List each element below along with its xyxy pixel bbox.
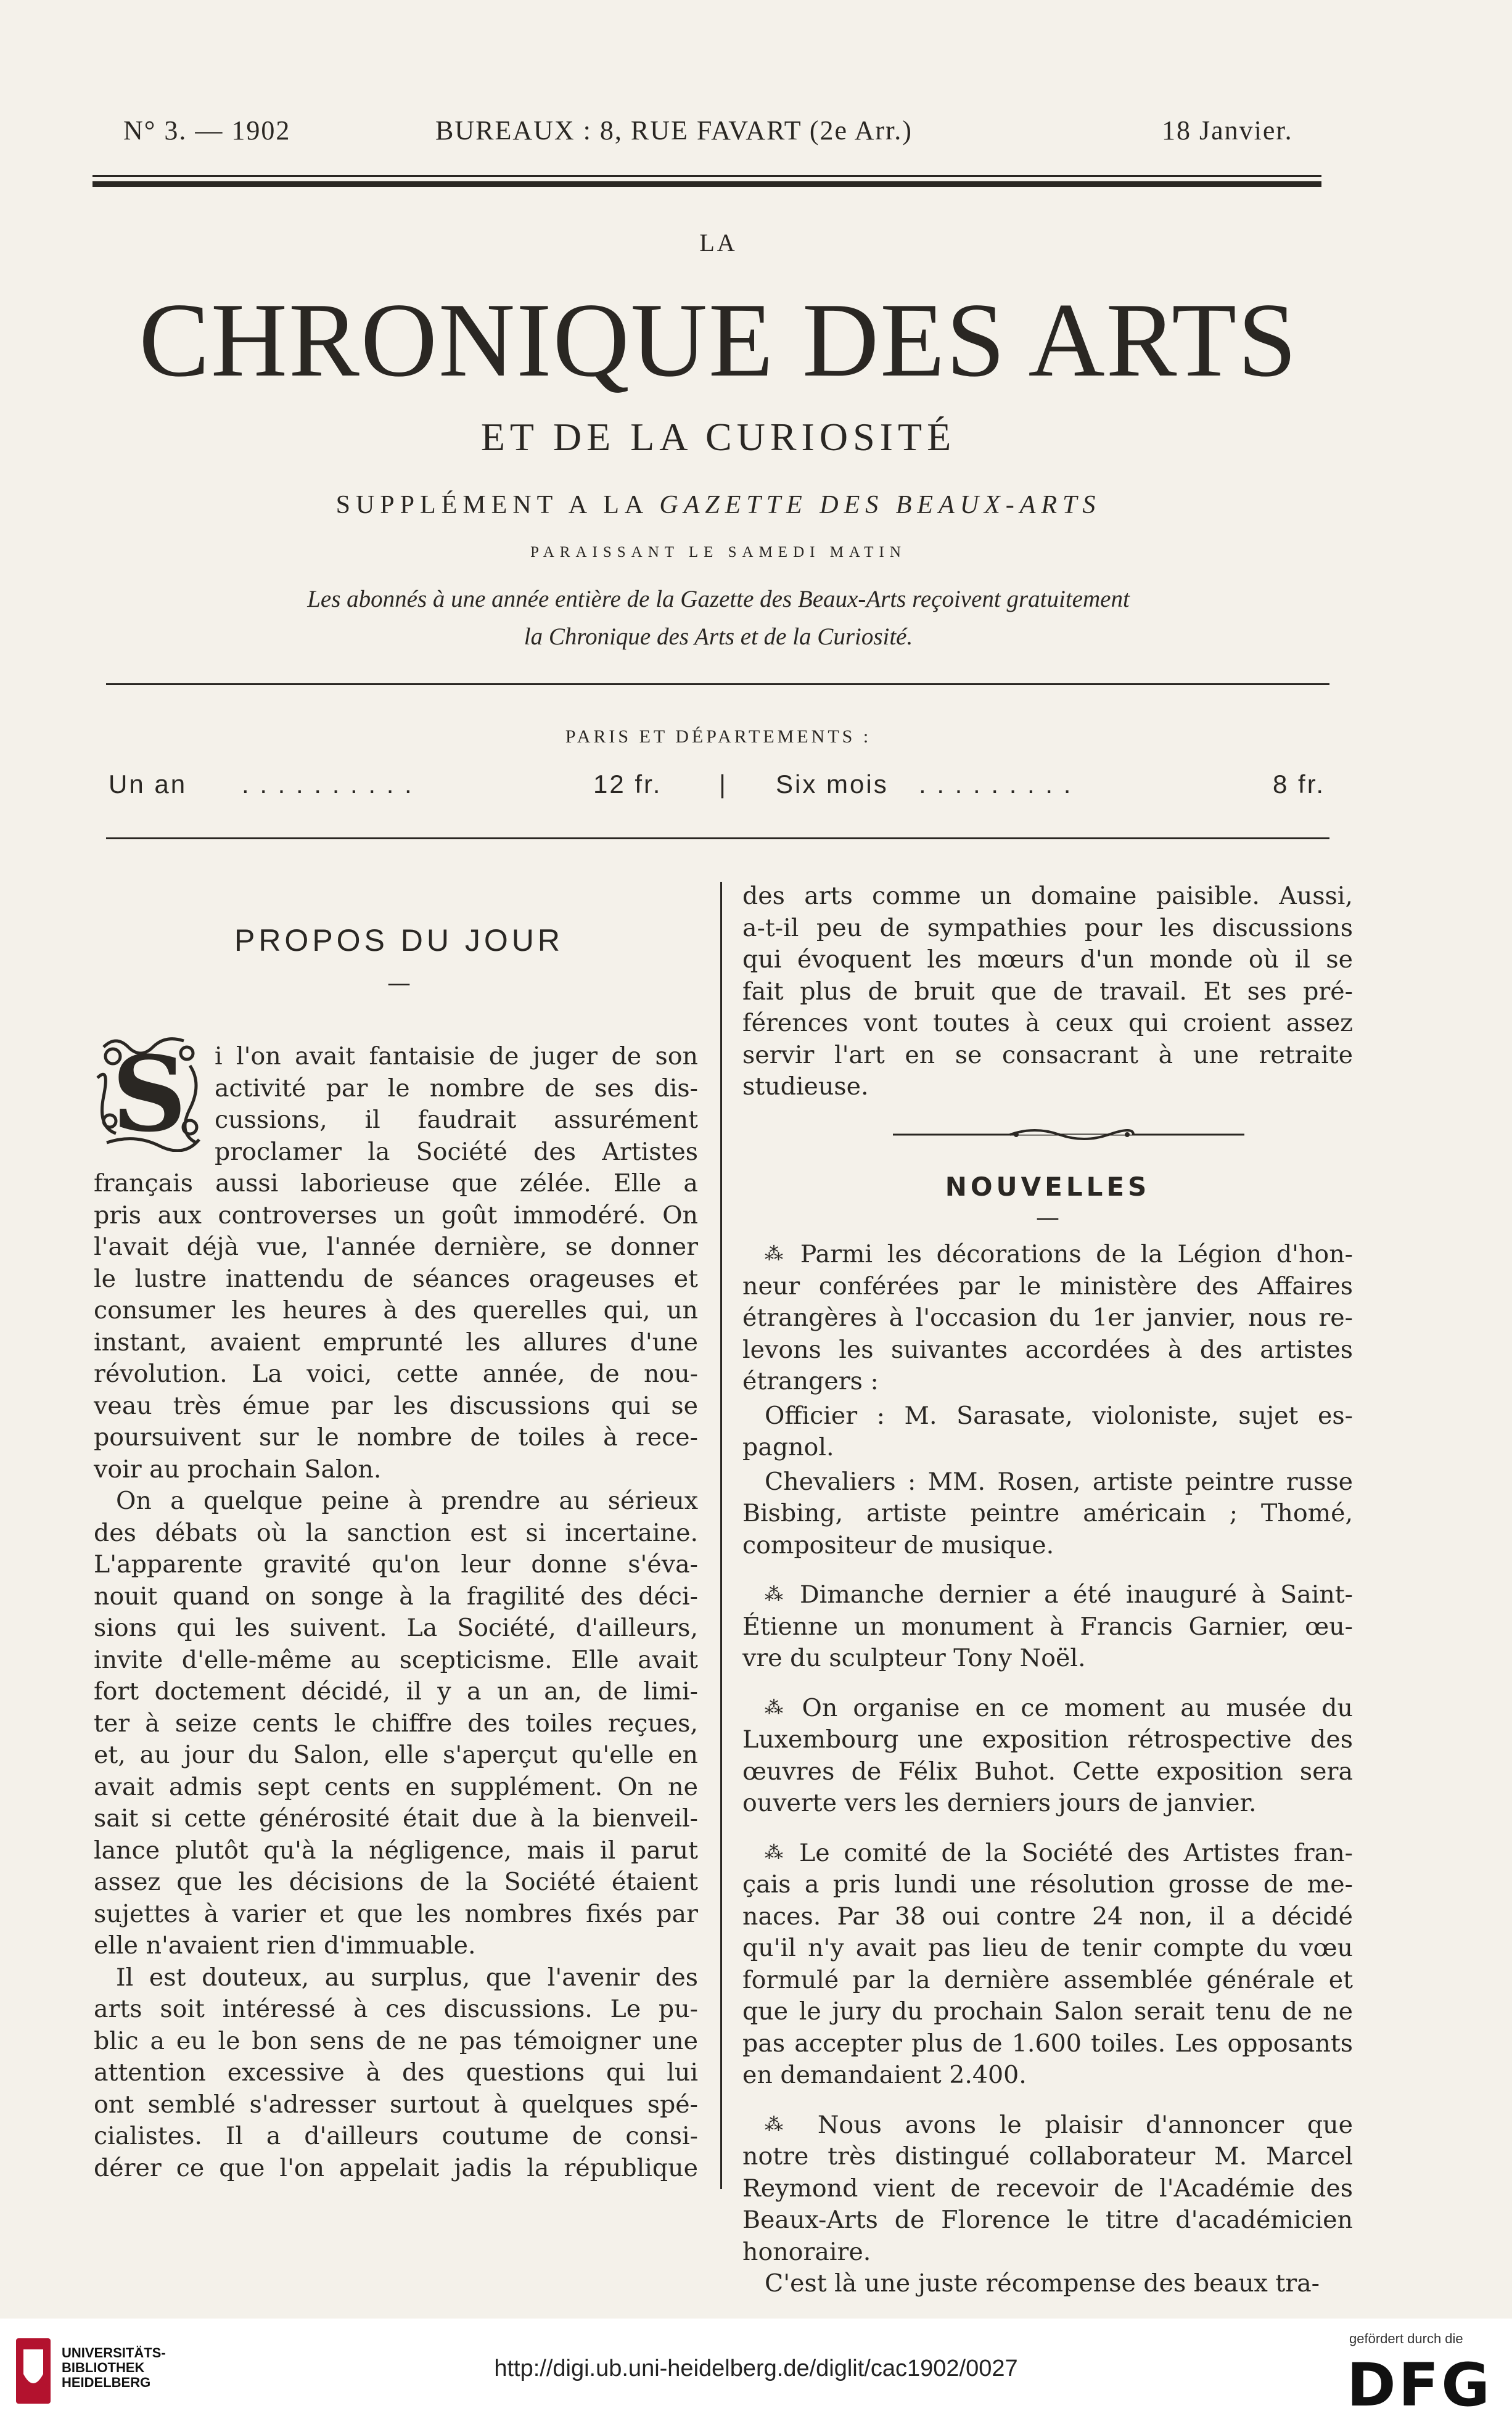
price-year-dots: . . . . . . . . . .: [242, 770, 414, 799]
newspaper-title: CHRONIQUE DES ARTS: [139, 282, 1298, 399]
text-line: français aussi laborieuse que zélée. Elle a: [94, 1169, 698, 1198]
text-line: i l'on avait fantaisie de juger de son: [215, 1042, 698, 1070]
text-line: nouit quand on songe à la fragilité des déci-: [94, 1582, 698, 1611]
text-line-content: Nous avons le plaisir d'annoncer que: [817, 2110, 1353, 2139]
text-line: C'est là une juste récompense des beaux tra-: [765, 2269, 1320, 2298]
asterism-icon: ⁂: [765, 1584, 800, 1605]
text-line: sujettes à varier et que les nombres fixés par: [94, 1899, 698, 1928]
publication-schedule: PARAISSANT LE SAMEDI MATIN: [530, 544, 906, 561]
text-line: arts soit intéressé à ces discussions. Le pu-: [94, 1995, 698, 2023]
text-line: studieuse.: [742, 1072, 869, 1101]
issue-date: 18 Janvier.: [1162, 115, 1293, 146]
text-line: et, au jour du Salon, elle s'aperçut qu'elle en: [94, 1741, 698, 1769]
text-line: vre du sculpteur Tony Noël.: [742, 1644, 1086, 1672]
text-line: compositeur de musique.: [742, 1530, 1054, 1559]
text-line: ont semblé s'adresser surtout à quelques spé-: [94, 2090, 698, 2119]
text-line: cialistes. Il a d'ailleurs coutume de consi-: [94, 2122, 698, 2150]
propos-continued: [742, 881, 1353, 1103]
subscription-text-2: la Chronique des Arts et de la Curiosité.: [524, 623, 913, 650]
text-line: [742, 2109, 1353, 2142]
text-line: On a quelque peine à prendre au sérieux: [116, 1487, 698, 1515]
text-line: qu'il n'y avait pas lieu de tenir compte du vœu: [742, 1934, 1353, 1962]
text-line: Chevaliers : MM. Rosen, artiste peintre russe: [765, 1467, 1353, 1496]
text-line: [742, 1692, 1353, 1725]
text-line: qui évoquent les mœurs d'un monde où il se: [742, 945, 1353, 974]
asterism-icon: ⁂: [765, 1696, 802, 1719]
text-line: l'avait déjà vue, l'année dernière, se donner: [94, 1233, 698, 1261]
digitization-footer: [0, 2319, 1512, 2424]
text-line: blic a eu le bon sens de ne pas témoigner une: [94, 2026, 698, 2055]
text-line: Bisbing, artiste peintre américain ; Thomé,: [742, 1499, 1353, 1527]
text-line: pagnol.: [742, 1433, 834, 1461]
text-line: [742, 1238, 1353, 1271]
news-item: [742, 1837, 1353, 2092]
text-line: ouverte vers les derniers jours de janvier.: [742, 1789, 1257, 1817]
price-six-dots: . . . . . . . . .: [919, 770, 1073, 799]
text-line: fort doctement décidé, il y a un an, de limi-: [94, 1677, 698, 1706]
news-item: [742, 2109, 1353, 2300]
text-line: poursuivent sur le nombre de toiles à rece-: [94, 1423, 698, 1452]
funding-note: gefördert durch die: [1349, 2331, 1463, 2346]
issue-number: N° 3. — 1902: [123, 115, 291, 146]
asterism-icon: ⁂: [765, 2113, 818, 2135]
nouvelles-heading: NOUVELLES: [945, 1172, 1151, 1202]
text-line: servir l'art en se consacrant à une retraite: [742, 1040, 1353, 1069]
text-line-content: On organise en ce moment au musée du: [802, 1693, 1353, 1722]
propos-heading: PROPOS DU JOUR: [234, 923, 564, 958]
text-line: a-t-il peu de sympathies pour les discussions: [742, 913, 1353, 942]
price-separator: |: [719, 770, 728, 799]
text-line-content: Le comité de la Société des Artistes fran-: [799, 1838, 1353, 1867]
text-line: que le jury du prochain Salon serait tenu de ne: [742, 1997, 1353, 2026]
text-line: notre très distingué collaborateur M. Marcel: [742, 2142, 1353, 2171]
library-line-2: BIBLIOTHEK: [62, 2360, 145, 2375]
permalink-url[interactable]: http://digi.ub.uni-heidelberg.de/diglit/cac1902/0027: [494, 2356, 1018, 2381]
text-line: instant, avaient emprunté les allures d'une: [94, 1328, 698, 1357]
text-line: lance plutôt qu'à la négligence, mais il parut: [94, 1836, 698, 1865]
dfg-logo: DFG: [1347, 2351, 1493, 2420]
text-line: proclamer la Société des Artistes: [215, 1137, 698, 1166]
text-line: levons les suivantes accordées à des artistes: [742, 1335, 1353, 1364]
text-line: pris aux controverses un goût immodéré. On: [94, 1201, 698, 1230]
news-item: [742, 1692, 1353, 1820]
library-line-3: HEIDELBERG: [62, 2375, 151, 2390]
text-line: révolution. La voici, cette année, de nou-: [94, 1360, 698, 1388]
text-line: attention excessive à des questions qui lui: [94, 2058, 698, 2087]
text-line: Étienne un monument à Francis Garnier, œu-: [742, 1612, 1353, 1641]
news-item: [742, 1400, 1353, 1464]
prices-heading: PARIS ET DÉPARTEMENTS :: [565, 726, 872, 747]
propos-body: [94, 1041, 698, 2184]
subscription-text-1: Les abonnés à une année entière de la Gazette des Beaux-Arts reçoivent gratuitement: [307, 586, 1130, 612]
text-line: veau très émue par les discussions qui se: [94, 1391, 698, 1420]
text-line: elle n'avaient rien d'immuable.: [94, 1931, 476, 1960]
propos-dash: —: [387, 969, 411, 996]
newspaper-subtitle: ET DE LA CURIOSITÉ: [480, 415, 956, 459]
text-line-content: Parmi les décorations de la Légion d'hon-: [800, 1240, 1353, 1268]
title-article: LA: [699, 229, 738, 257]
text-line: Officier : M. Sarasate, violoniste, sujet es-: [765, 1401, 1353, 1430]
text-line: le lustre inattendu de séances orageuses et: [94, 1264, 698, 1293]
price-year-label: Un an: [109, 770, 187, 799]
prices-rule: [106, 837, 1329, 839]
text-line: naces. Par 38 oui contre 24 non, il a décidé: [742, 1902, 1353, 1931]
dropcap-letter: S: [112, 1033, 187, 1152]
text-line: pas accepter plus de 1.600 toiles. Les opposants: [742, 2029, 1353, 2058]
news-item: [742, 1238, 1353, 1398]
text-line: neur conférées par le ministère des Affaires: [742, 1272, 1353, 1300]
text-line: avait admis sept cents en supplément. On ne: [94, 1772, 698, 1801]
text-line: L'apparente gravité qu'on leur donne s'éva-: [94, 1550, 698, 1579]
text-line: des débats où la sanction est si incertaine.: [94, 1518, 698, 1547]
price-six-amount: 8 fr.: [1273, 770, 1326, 799]
subscription-note-1: [0, 581, 1437, 617]
text-line: dérer ce que l'on appelait jadis la république: [94, 2153, 698, 2182]
text-line: ter à seize cents le chiffre des toiles reçues,: [94, 1709, 698, 1738]
text-line: des arts comme un domaine paisible. Aussi,: [742, 882, 1353, 910]
supplement-gazette: GAZETTE DES BEAUX-ARTS: [659, 491, 1101, 519]
asterism-icon: ⁂: [765, 1841, 800, 1863]
text-line: sions qui les suivent. La Société, d'ailleurs,: [94, 1614, 698, 1642]
title-rule: [106, 683, 1329, 685]
column-divider: [720, 882, 722, 2189]
supplement-line: [0, 490, 1437, 520]
text-line: en demandaient 2.400.: [742, 2061, 1027, 2089]
text-line: honoraire.: [742, 2237, 871, 2266]
text-line: fait plus de bruit que de travail. Et ses pré-: [742, 977, 1353, 1006]
ornamental-divider: [893, 1126, 1244, 1143]
text-line: Luxembourg une exposition rétrospective des: [742, 1725, 1353, 1754]
text-line: assez que les décisions de la Société étaient: [94, 1868, 698, 1896]
text-line: cussions, il faudrait assurément: [215, 1106, 698, 1134]
price-year-amount: 12 fr.: [593, 770, 662, 799]
header-rule-thin: [92, 175, 1321, 177]
text-line: voir au prochain Salon.: [94, 1455, 382, 1484]
subscription-note-2: [0, 619, 1437, 655]
text-line-content: Dimanche dernier a été inauguré à Saint-: [800, 1580, 1353, 1609]
text-line: formulé par la dernière assemblée générale et: [742, 1965, 1353, 1994]
text-line: férences vont toutes à ceux qui croient assez: [742, 1009, 1353, 1037]
news-item: [742, 1466, 1353, 1562]
text-line: sait si cette générosité était due à la bienveil-: [94, 1804, 698, 1833]
text-line: activité par le nombre de ses dis-: [215, 1074, 698, 1103]
news-item: [742, 1579, 1353, 1675]
text-line: Il est douteux, au surplus, que l'avenir des: [116, 1963, 698, 1992]
library-line-1: UNIVERSITÄTS-: [62, 2345, 166, 2360]
text-line: [742, 1837, 1353, 1870]
text-line: Reymond vient de recevoir de l'Académie des: [742, 2174, 1353, 2203]
nouvelles-dash: —: [1036, 1204, 1059, 1231]
text-line: étrangères à l'occasion du 1er janvier, nous re-: [742, 1304, 1353, 1332]
text-line: invite d'elle-même au scepticisme. Elle avait: [94, 1645, 698, 1674]
price-six-label: Six mois: [776, 770, 889, 799]
text-line: œuvres de Félix Buhot. Cette exposition sera: [742, 1757, 1353, 1786]
header-rule-thick: [92, 181, 1321, 187]
text-line: çais a pris lundi une résolution grosse de me-: [742, 1870, 1353, 1899]
supplement-prefix: SUPPLÉMENT A LA: [335, 491, 660, 519]
text-line: Beaux-Arts de Florence le titre d'académicien: [742, 2206, 1353, 2234]
text-line: étrangers :: [742, 1367, 879, 1395]
asterism-icon: ⁂: [765, 1243, 800, 1265]
text-line: [742, 1579, 1353, 1611]
nouvelles-body: [742, 1238, 1353, 2300]
text-line: consumer les heures à des querelles qui, un: [94, 1296, 698, 1325]
office-address: BUREAUX : 8, RUE FAVART (2e Arr.): [435, 115, 913, 146]
